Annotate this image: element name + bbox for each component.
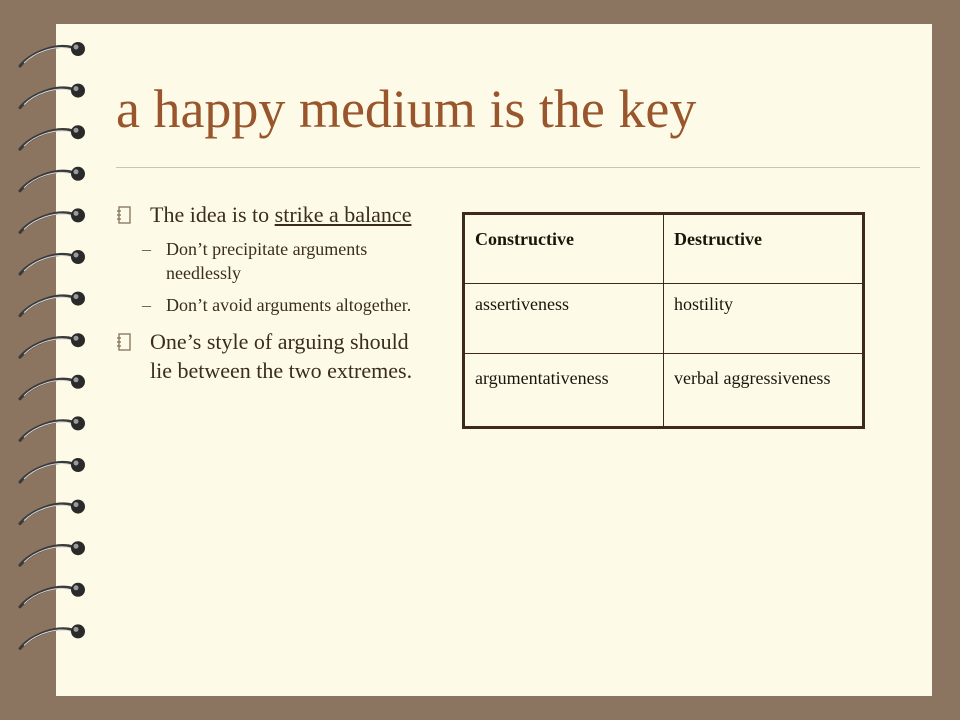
bullet-style-arguing [116,327,426,385]
spiral-hole [71,333,85,347]
spiral-hole-highlight [74,169,79,174]
spiral-hole [71,42,85,56]
spiral-hole-highlight [74,253,79,258]
spiral-hole [71,375,85,389]
subitem-text: Don’t avoid arguments altogether. [166,295,412,315]
spiral-hole-highlight [74,86,79,91]
spiral-hole [71,500,85,514]
notebook-bullet-icon [116,333,132,351]
header-destructive: Destructive [664,214,864,284]
subitem-precipitate [116,237,426,285]
notebook-bullet-icon [116,206,132,224]
bullet-text-underlined: strike a balance [274,202,412,227]
spiral-hole-highlight [74,377,79,382]
spiral-hole [71,624,85,638]
spiral-hole [71,208,85,222]
spiral-hole [71,125,85,139]
spiral-hole-highlight [74,211,79,216]
spiral-hole [71,541,85,555]
spiral-hole [71,250,85,264]
slide-title: a happy medium is the key [116,79,697,139]
spiral-hole-highlight [74,585,79,590]
bullet-strike-balance [116,200,426,229]
subitem-avoid [116,293,426,317]
spiral-hole-highlight [74,45,79,50]
bullet-text-prefix: The idea is to [150,202,275,227]
comparison-table [462,212,865,429]
spiral-hole-highlight [74,502,79,507]
bullet-list [116,200,426,385]
table-cell: argumentativeness [464,354,664,428]
table-header-row [464,214,864,284]
table-row [464,354,864,428]
dash-marker: – [142,295,151,315]
table-row [464,284,864,354]
table-cell: verbal aggressiveness [664,354,864,428]
dash-marker: – [142,239,151,259]
spiral-hole-highlight [74,128,79,133]
table-cell: assertiveness [464,284,664,354]
bullet-text: One’s style of arguing should lie between the two extremes. [150,329,413,383]
spiral-hole [71,167,85,181]
spiral-binding-icon [0,0,110,720]
title-divider [116,167,920,168]
spiral-hole-highlight [74,544,79,549]
spiral-hole [71,458,85,472]
spiral-hole [71,583,85,597]
table-cell: hostility [664,284,864,354]
spiral-hole-highlight [74,294,79,299]
spiral-hole [71,84,85,98]
spiral-hole [71,292,85,306]
header-constructive: Constructive [464,214,664,284]
spiral-hole [71,416,85,430]
spiral-hole-highlight [74,419,79,424]
spiral-hole-highlight [74,627,79,632]
spiral-hole-highlight [74,336,79,341]
spiral-hole-highlight [74,461,79,466]
subitem-text: Don’t precipitate arguments needlessly [166,239,368,283]
